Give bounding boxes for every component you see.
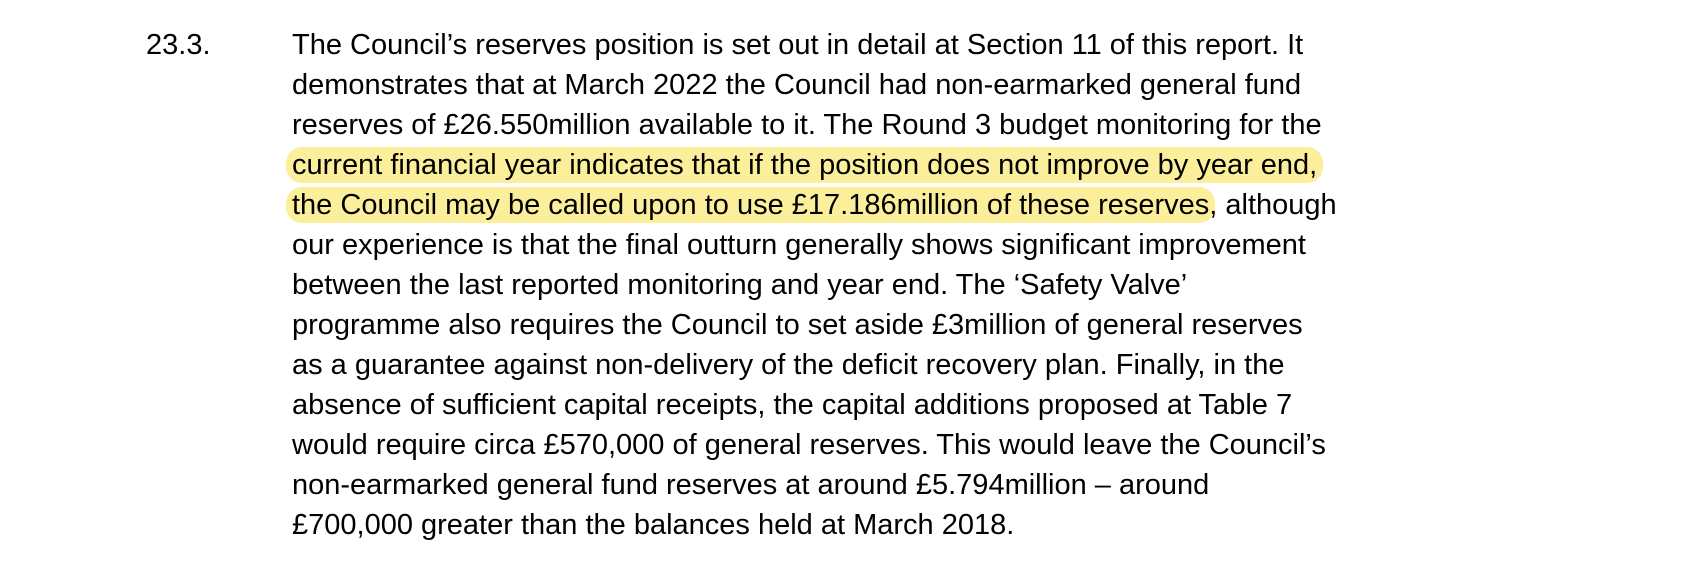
paragraph-line: as a guarantee against non-delivery of the deficit recovery plan. Finally, in the: [292, 349, 1285, 381]
paragraph-line: £700,000 greater than the balances held at March 2018.: [292, 509, 1015, 541]
paragraph-line-highlighted: [292, 185, 1672, 225]
paragraph-line: demonstrates that at March 2022 the Council had non-earmarked general fund: [292, 69, 1302, 101]
section-paragraph: [292, 25, 1672, 545]
paragraph-line: reserves of £26.550million available to it. The Round 3 budget monitoring for the: [292, 109, 1322, 141]
highlighted-text: the Council may be called upon to use £17.186million of these reserves: [286, 187, 1215, 223]
paragraph-line: non-earmarked general fund reserves at around £5.794million – around: [292, 469, 1210, 501]
paragraph-line-highlighted: [292, 145, 1672, 185]
paragraph-line: our experience is that the final outturn generally shows significant improvement: [292, 229, 1306, 261]
highlighted-text: current financial year indicates that if the position does not improve by year end,: [286, 147, 1323, 183]
paragraph-line-rest: , although: [1209, 189, 1337, 221]
paragraph-line: The Council’s reserves position is set out in detail at Section 11 of this report. It: [292, 29, 1304, 61]
paragraph-line: programme also requires the Council to set aside £3million of general reserves: [292, 309, 1303, 341]
paragraph-line: would require circa £570,000 of general reserves. This would leave the Council’s: [292, 429, 1326, 461]
paragraph-line: absence of sufficient capital receipts, the capital additions proposed at Table 7: [292, 389, 1293, 421]
paragraph-line: between the last reported monitoring and year end. The ‘Safety Valve’: [292, 269, 1188, 301]
section-number: 23.3.: [146, 29, 211, 61]
